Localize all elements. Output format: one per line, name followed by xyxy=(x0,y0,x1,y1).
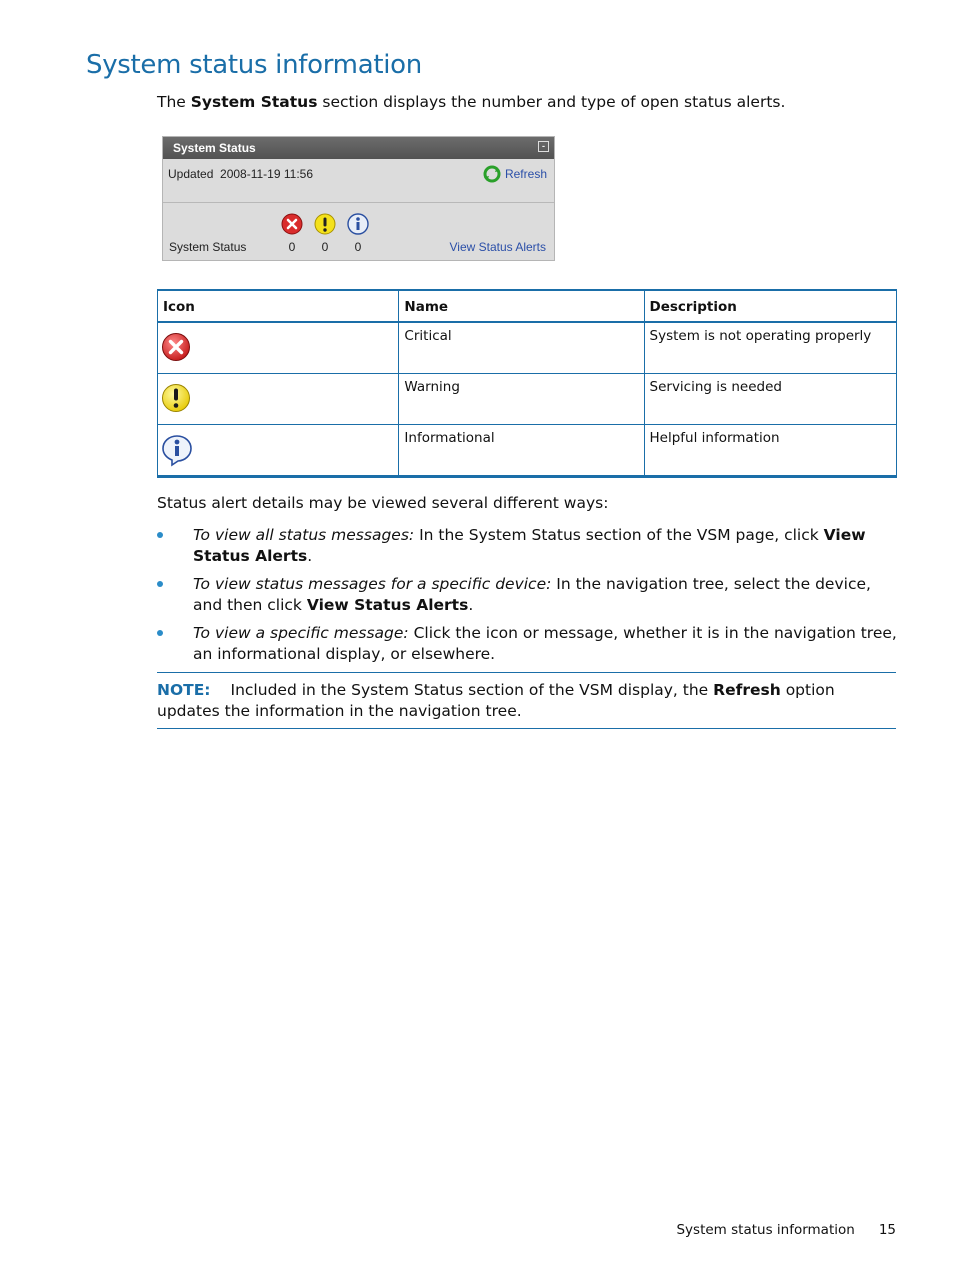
description-cell: Helpful information xyxy=(644,425,896,477)
header-icon: Icon xyxy=(158,290,399,322)
refresh-button[interactable] xyxy=(483,165,547,183)
warning-icon xyxy=(314,213,336,235)
collapse-icon[interactable]: - xyxy=(538,141,549,152)
table-row xyxy=(158,322,897,374)
page-number: 15 xyxy=(878,1222,896,1238)
updated-timestamp: Updated 2008-11-19 11:56 xyxy=(168,167,314,181)
footer-section-title: System status information xyxy=(676,1222,855,1238)
refresh-label: Refresh xyxy=(504,167,547,181)
bullet-icon xyxy=(157,532,163,538)
table-header-row xyxy=(158,290,897,322)
status-icon-table xyxy=(157,289,897,478)
icon-cell xyxy=(158,425,399,477)
table-row xyxy=(158,425,897,477)
warning-count: 0 xyxy=(321,240,329,254)
header-name: Name xyxy=(399,290,644,322)
note-box: NOTE: Included in the System Status section of the VSM display, the Refresh option updates the information in the navigation tree. xyxy=(157,672,896,729)
header-description: Description xyxy=(644,290,896,322)
list-item: To view status messages for a specific device: In the navigation tree, select the device, and then click View Status Alerts. xyxy=(157,574,897,616)
icon-cell xyxy=(158,374,399,425)
table-row xyxy=(158,374,897,425)
bullet-icon xyxy=(157,581,163,587)
panel-title: System Status xyxy=(173,141,256,155)
description-cell: Servicing is needed xyxy=(644,374,896,425)
list-item: To view a specific message: Click the icon or message, whether it is in the navigation tree, an informational display, or elsewhere. xyxy=(157,623,897,665)
info-icon xyxy=(160,433,194,467)
warning-icon xyxy=(160,382,192,414)
system-status-row-label: System Status xyxy=(169,240,247,254)
ways-intro: Status alert details may be viewed several different ways: xyxy=(157,494,609,512)
system-status-screenshot xyxy=(162,136,555,261)
view-status-alerts-link[interactable]: View Status Alerts xyxy=(449,240,546,254)
critical-count: 0 xyxy=(288,240,296,254)
page-title: System status information xyxy=(86,50,422,80)
system-status-panel-header xyxy=(163,137,554,159)
name-cell: Warning xyxy=(399,374,644,425)
list-item: To view all status messages: In the System Status section of the VSM page, click View Status Alerts. xyxy=(157,525,897,567)
divider xyxy=(163,202,554,203)
intro-paragraph: The System Status section displays the number and type of open status alerts. xyxy=(157,93,786,111)
critical-icon xyxy=(281,213,303,235)
page-footer xyxy=(676,1222,896,1238)
description-cell: System is not operating properly xyxy=(644,322,896,374)
bullet-icon xyxy=(157,630,163,636)
info-icon xyxy=(347,213,369,235)
note-label: NOTE: xyxy=(157,681,211,699)
icon-cell xyxy=(158,322,399,374)
ways-list xyxy=(157,525,897,672)
info-count: 0 xyxy=(354,240,362,254)
name-cell: Informational xyxy=(399,425,644,477)
name-cell: Critical xyxy=(399,322,644,374)
refresh-icon xyxy=(483,165,501,183)
critical-icon xyxy=(160,331,192,363)
